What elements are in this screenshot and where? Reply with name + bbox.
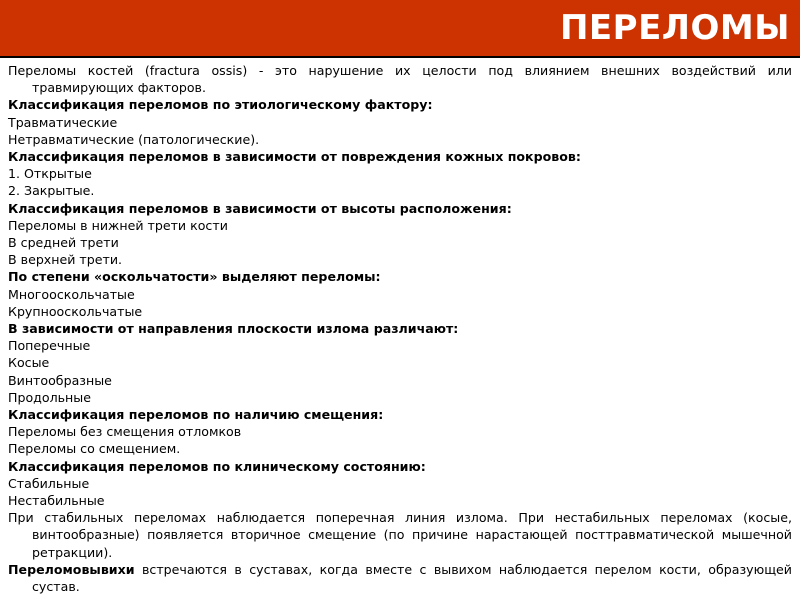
list-item: Переломы в нижней трети кости [8, 217, 228, 233]
section-heading: Классификация переломов в зависимости от высоты расположения: [8, 200, 512, 216]
section-heading: В зависимости от направления плоскости излома различают: [8, 321, 459, 337]
list-item: 1. Открытые [8, 166, 92, 182]
list-item: Переломы без смещения отломков [8, 424, 242, 440]
list-item: Многооскольчатые [8, 286, 135, 302]
list-item: Поперечные [8, 338, 91, 354]
list-item: Переломы со смещением. [8, 441, 181, 457]
list-item: Травматические [8, 114, 118, 130]
list-item: В верхней трети. [8, 252, 123, 268]
list-item: Нетравматические (патологические). [8, 131, 260, 147]
fracture-dislocation-text: встречаются в суставах, когда вместе с вывихом наблюдается перелом кости, образующей сустав. [32, 561, 792, 595]
stability-paragraph: При стабильных переломах наблюдается поперечная линия излома. При нестабильных переломах (косые, винтообразные) появляется вторичное смещение (по причине нарастающей посттравматической мышечной ретракции). [8, 510, 792, 560]
list-item: Нестабильные [8, 493, 105, 509]
title-bar [0, 0, 800, 58]
definition-paragraph: Переломы костей (fractura ossis) - это нарушение их целости под влиянием внешних воздействий или травмирующих факторов. [8, 63, 792, 96]
list-item: Винтообразные [8, 372, 112, 388]
section-heading: Классификация переломов по этиологическому фактору: [8, 97, 433, 113]
fracture-dislocation-paragraph [8, 561, 792, 595]
section-heading: По степени «оскольчатости» выделяют переломы: [8, 269, 381, 285]
slide-content [8, 62, 792, 595]
list-item: В средней трети [8, 235, 119, 251]
list-item: 2. Закрытые. [8, 183, 95, 199]
page-title: ПЕРЕЛОМЫ [559, 8, 790, 48]
list-item: Косые [8, 355, 50, 371]
section-heading: Классификация переломов по клиническому состоянию: [8, 458, 426, 474]
fracture-dislocation-term: Переломовывихи [8, 561, 135, 577]
list-item: Крупнооскольчатые [8, 303, 143, 319]
list-item: Продольные [8, 389, 91, 405]
section-heading: Классификация переломов в зависимости от повреждения кожных покровов: [8, 149, 581, 165]
list-item: Стабильные [8, 475, 90, 491]
section-heading: Классификация переломов по наличию смещения: [8, 407, 384, 423]
